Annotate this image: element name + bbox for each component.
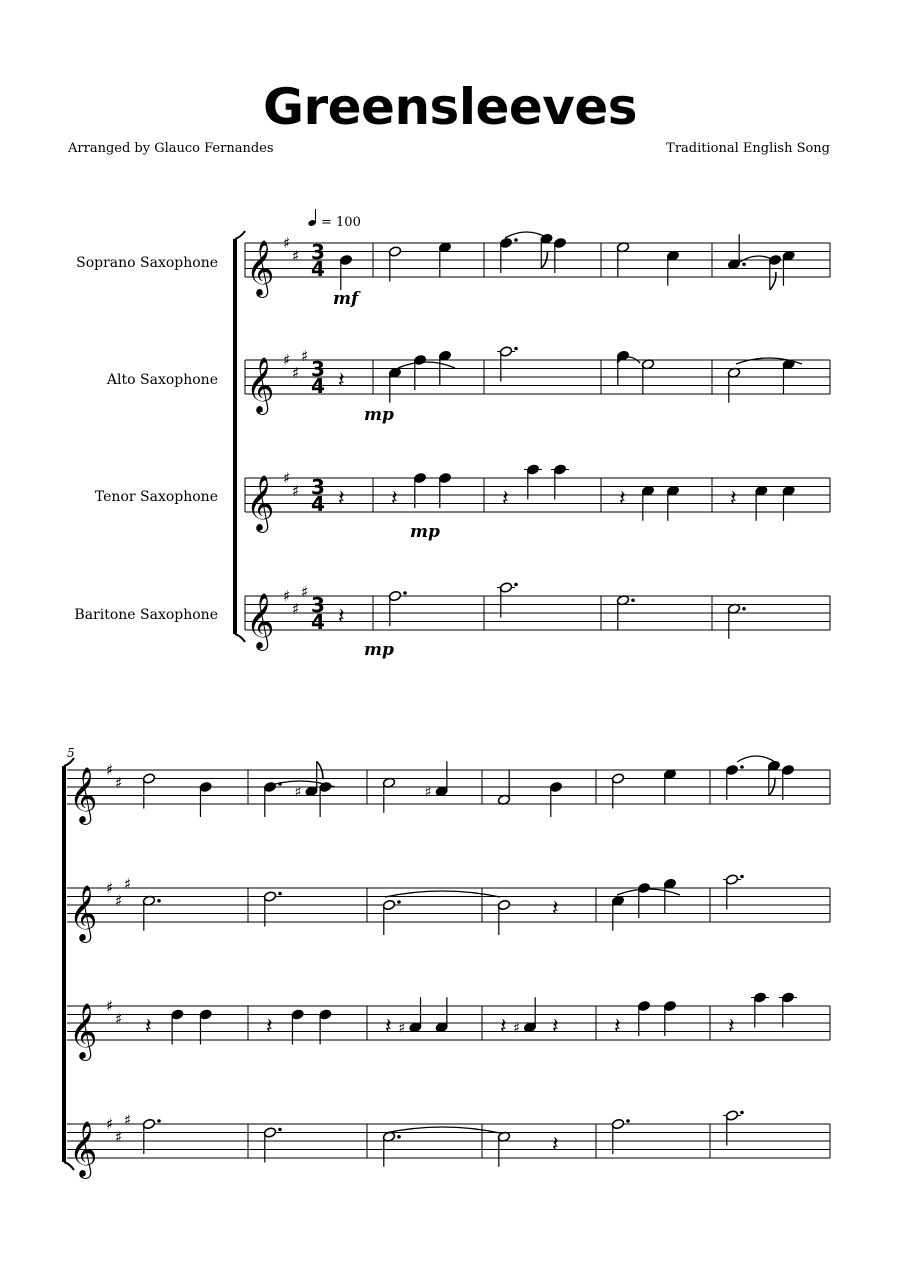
dynamic-marking: mp xyxy=(364,640,394,660)
key-sharp-icon: ♯ xyxy=(301,346,309,365)
accidental-sharp-icon: ♯ xyxy=(398,1020,406,1037)
accidental-sharp-icon: ♯ xyxy=(513,1020,520,1037)
quarter-rest-icon: 𝄽 xyxy=(338,486,345,512)
quarter-rest-icon: 𝄽 xyxy=(145,1014,152,1040)
key-sharp-icon: ♯ xyxy=(283,234,291,252)
key-sharp-icon: ♯ xyxy=(292,481,300,500)
time-signature-bottom: 4 xyxy=(311,610,325,634)
composer-credit: Traditional English Song xyxy=(666,141,830,156)
treble-clef-icon: 𝄞 xyxy=(246,240,275,296)
measure-number: 5 xyxy=(67,746,75,760)
treble-clef-icon: 𝄞 xyxy=(69,1121,98,1177)
key-sharp-icon: ♯ xyxy=(106,761,114,779)
key-sharp-icon: ♯ xyxy=(115,891,123,910)
key-sharp-icon: ♯ xyxy=(292,246,300,265)
accidental-sharp-icon: ♯ xyxy=(294,784,302,801)
key-sharp-icon: ♯ xyxy=(115,1127,123,1146)
quarter-rest-icon: 𝄽 xyxy=(728,1014,735,1040)
time-signature-top: 3 xyxy=(311,240,325,264)
note-dot xyxy=(397,900,401,904)
note-dot xyxy=(514,583,518,587)
quarter-rest-icon: 𝄽 xyxy=(500,1014,507,1040)
key-sharp-icon: ♯ xyxy=(106,879,114,897)
treble-clef-icon: 𝄞 xyxy=(69,885,98,941)
dynamic-marking: mf xyxy=(333,289,359,309)
system-bracket xyxy=(62,766,66,1162)
treble-clef-icon: 𝄞 xyxy=(246,475,275,531)
quarter-rest-icon: 𝄽 xyxy=(552,1132,559,1158)
note-dot xyxy=(278,1128,282,1132)
instrument-label-soprano: Soprano Saxophone xyxy=(76,255,218,271)
key-sharp-icon: ♯ xyxy=(106,997,114,1015)
system-bracket xyxy=(233,239,237,634)
quarter-rest-icon: 𝄽 xyxy=(619,486,626,512)
key-sharp-icon: ♯ xyxy=(283,469,291,487)
dynamic-marking: mp xyxy=(410,522,440,542)
key-sharp-icon: ♯ xyxy=(292,599,300,618)
note-dot xyxy=(740,1111,744,1115)
key-sharp-icon: ♯ xyxy=(292,363,300,382)
instrument-label-baritone: Baritone Saxophone xyxy=(74,607,218,623)
note-flag xyxy=(770,272,776,290)
quarter-rest-icon: 𝄽 xyxy=(266,1014,273,1040)
note-dot xyxy=(403,591,407,595)
key-sharp-icon: ♯ xyxy=(124,874,132,893)
note-dot xyxy=(514,347,518,351)
slur xyxy=(398,362,455,368)
treble-clef-icon: 𝄞 xyxy=(246,593,275,649)
time-signature-bottom: 4 xyxy=(311,257,325,281)
note-dot xyxy=(397,1135,401,1139)
system-bracket-top xyxy=(235,231,245,239)
note-dot xyxy=(626,1119,630,1123)
key-sharp-icon: ♯ xyxy=(115,773,123,792)
instrument-label-alto: Alto Saxophone xyxy=(106,372,218,388)
note-dot xyxy=(157,899,161,903)
time-signature-bottom: 4 xyxy=(311,374,325,398)
quarter-rest-icon: 𝄽 xyxy=(385,1014,392,1040)
quarter-rest-icon: 𝄽 xyxy=(614,1014,621,1040)
key-sharp-icon: ♯ xyxy=(124,1110,132,1129)
system-bracket-bottom xyxy=(235,634,245,642)
time-signature-bottom: 4 xyxy=(311,492,325,516)
note-dot xyxy=(514,238,518,242)
note-dot xyxy=(742,262,746,266)
quarter-rest-icon: 𝄽 xyxy=(552,896,559,922)
quarter-rest-icon: 𝄽 xyxy=(391,486,398,512)
quarter-rest-icon: 𝄽 xyxy=(338,604,345,630)
key-sharp-icon: ♯ xyxy=(106,1115,114,1133)
instrument-label-tenor: Tenor Saxophone xyxy=(94,489,218,505)
tempo-marking: = 100 xyxy=(321,215,361,230)
accidental-sharp-icon: ♯ xyxy=(424,784,432,801)
slur xyxy=(737,756,775,762)
arranger-credit: Arranged by Glauco Fernandes xyxy=(68,141,274,156)
dynamic-marking: mp xyxy=(364,405,394,425)
treble-clef-icon: 𝄞 xyxy=(69,1003,98,1059)
note-dot xyxy=(157,1119,161,1123)
note-dot xyxy=(631,598,635,602)
time-signature-top: 3 xyxy=(311,593,325,617)
note-dot xyxy=(740,875,744,879)
note-dot xyxy=(742,607,746,611)
treble-clef-icon: 𝄞 xyxy=(246,357,275,413)
treble-clef-icon: 𝄞 xyxy=(69,767,98,823)
time-signature-top: 3 xyxy=(311,357,325,381)
quarter-rest-icon: 𝄽 xyxy=(502,486,509,512)
key-sharp-icon: ♯ xyxy=(283,351,291,369)
note-dot xyxy=(278,892,282,896)
quarter-rest-icon: 𝄽 xyxy=(730,486,737,512)
key-sharp-icon: ♯ xyxy=(283,587,291,605)
key-sharp-icon: ♯ xyxy=(115,1009,123,1028)
key-sharp-icon: ♯ xyxy=(301,582,309,601)
score-title: Greensleeves xyxy=(262,78,638,136)
quarter-rest-icon: 𝄽 xyxy=(552,1014,559,1040)
note-dot xyxy=(740,765,744,769)
quarter-rest-icon: 𝄽 xyxy=(338,368,345,394)
time-signature-top: 3 xyxy=(311,475,325,499)
